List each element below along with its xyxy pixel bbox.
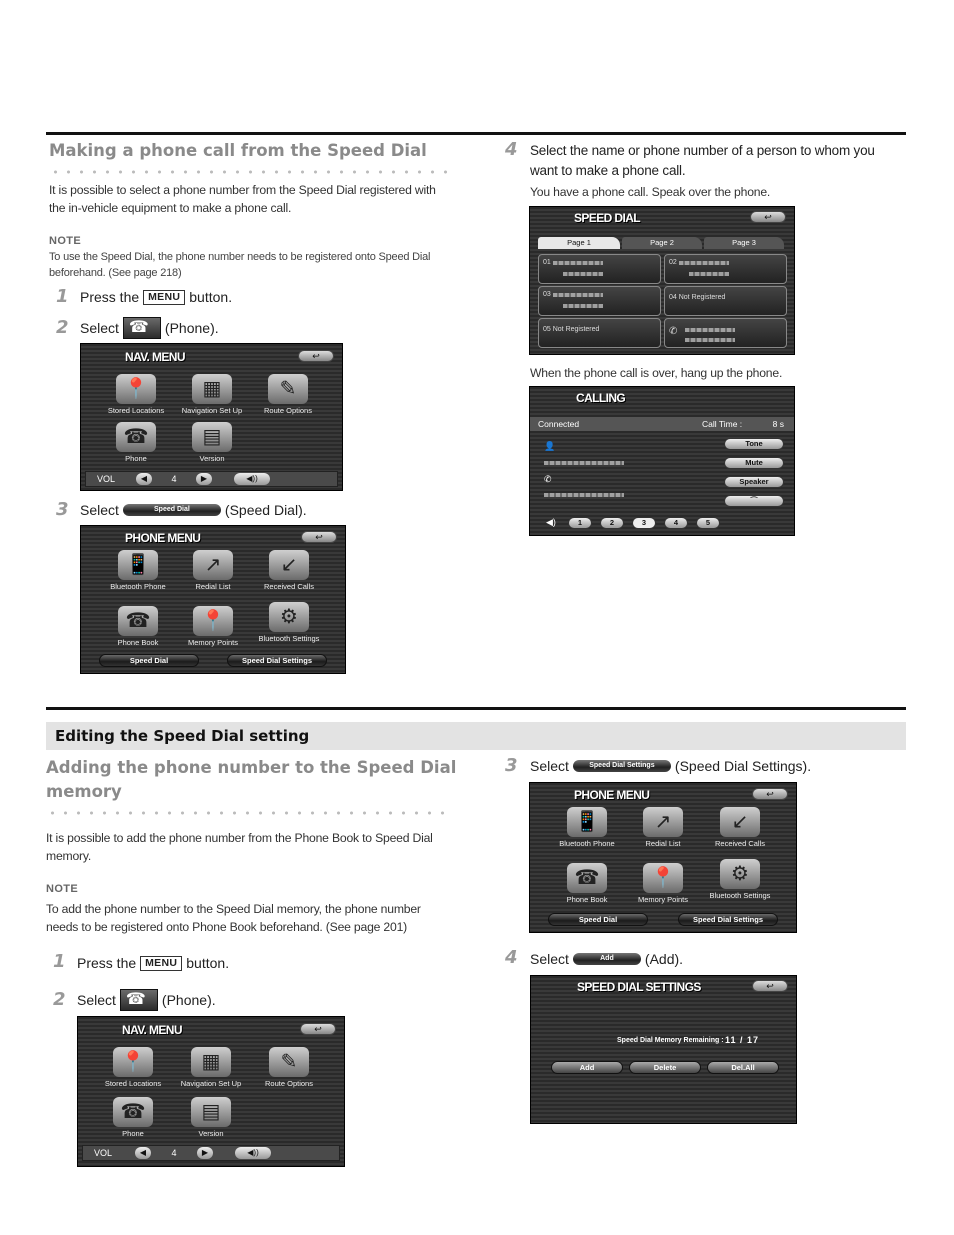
screen-title: CALLING <box>576 391 626 405</box>
menu-label: Version <box>198 1129 224 1138</box>
pin-icon: 📍 <box>113 1047 153 1077</box>
back-button[interactable]: ↩ <box>298 350 334 362</box>
section-heading: Making a phone call from the Speed Dial <box>49 141 427 160</box>
vol-up-button[interactable]: ▶ <box>196 473 212 485</box>
step-text: (Speed Dial Settings). <box>674 758 812 774</box>
speed-dial-button[interactable]: Speed Dial <box>99 654 199 667</box>
menu-phone[interactable] <box>101 422 171 463</box>
settings-icon: ⚙ <box>720 859 760 889</box>
speed-dial-pill: Speed Dial <box>123 504 221 516</box>
intro-text: It is possible to select a phone number from the Speed Dial registered with the in-vehicle equipment to make a phone call. <box>49 183 436 215</box>
bluetooth-phone-icon: 📱 <box>567 807 607 837</box>
person-icon: 👤 <box>544 441 556 451</box>
nav-menu-screen <box>80 343 343 491</box>
phone-icon: ✆ <box>669 326 678 337</box>
menu-label: Memory Points <box>187 638 238 647</box>
delete-all-button[interactable]: Del.All <box>707 1061 779 1074</box>
step-1 <box>77 955 229 971</box>
menu-label: Bluetooth Settings <box>258 634 320 643</box>
menu-label: Redial List <box>645 839 681 848</box>
tab-page-2[interactable]: Page 2 <box>622 237 702 249</box>
screen-title: SPEED DIAL SETTINGS <box>577 980 701 994</box>
note-text: To use the Speed Dial, the phone number needs to be registered onto Speed Dial beforehand. (See page 218) <box>49 251 431 279</box>
step-text: Press the <box>80 289 140 305</box>
speed-dial-entry[interactable] <box>538 318 661 348</box>
page-button[interactable]: 2 <box>600 517 624 529</box>
speed-dial-entry[interactable] <box>664 318 787 348</box>
received-icon: ↙ <box>720 807 760 837</box>
page-button[interactable]: 3 <box>632 517 656 529</box>
section-bar <box>46 722 906 750</box>
screen-title: NAV. MENU <box>125 350 185 364</box>
step-text: button. <box>189 289 233 305</box>
section-rule-top <box>46 132 906 135</box>
menu-stored-locations[interactable] <box>98 1047 168 1088</box>
phone-book-icon: ☎ <box>567 863 607 893</box>
page-button[interactable]: 4 <box>664 517 688 529</box>
speaker-button[interactable]: ◀)) <box>234 473 270 485</box>
page-button[interactable]: 5 <box>696 517 720 529</box>
step-number: 1 <box>53 951 66 972</box>
speed-dial-settings-screen <box>530 975 797 1124</box>
dotted-divider <box>49 170 447 174</box>
menu-label: Phone Book <box>117 638 159 647</box>
call-time-label: Call Time : <box>702 419 743 429</box>
map-icon: ▦ <box>192 374 232 404</box>
phone-icon: ☎ <box>116 422 156 452</box>
back-button[interactable]: ↩ <box>301 531 337 543</box>
status-text: Connected <box>538 419 580 429</box>
step-text: Press the <box>77 955 137 971</box>
menu-memory-points[interactable] <box>178 606 248 647</box>
phone-icon <box>120 989 158 1011</box>
menu-bluetooth-settings[interactable] <box>705 859 775 900</box>
menu-label: Bluetooth Settings <box>709 891 771 900</box>
menu-label: Received Calls <box>714 839 766 848</box>
step-number: 3 <box>56 499 69 520</box>
status-bar <box>530 417 794 431</box>
menu-label: Stored Locations <box>104 1079 162 1088</box>
received-icon: ↙ <box>269 550 309 580</box>
add-pill: Add <box>573 953 641 965</box>
dotted-divider <box>46 811 446 815</box>
back-button[interactable]: ↩ <box>750 211 786 223</box>
menu-phone[interactable] <box>98 1097 168 1138</box>
speed-dial-button[interactable]: Speed Dial <box>548 913 648 926</box>
menu-stored-locations[interactable] <box>101 374 171 415</box>
step-text: Select <box>77 992 116 1008</box>
menu-label: Phone <box>122 1129 144 1138</box>
menu-label: Route Options <box>264 406 312 415</box>
section-heading: Adding the phone number to the Speed Dial <box>46 758 457 777</box>
vol-label: VOL <box>96 474 115 484</box>
step-text: (Speed Dial). <box>224 502 307 518</box>
sub-text: You have a phone call. Speak over the phone. <box>530 185 771 199</box>
screen-title: NAV. MENU <box>122 1023 182 1037</box>
menu-label: Phone <box>125 454 147 463</box>
menu-label: Bluetooth Phone <box>110 582 166 591</box>
intro-text: It is possible to add the phone number from the Phone Book to Speed Dial memory. <box>46 831 433 863</box>
note-label: NOTE <box>49 235 82 247</box>
speed-dial-settings-button[interactable]: Speed Dial Settings <box>678 913 778 926</box>
redial-icon: ↗ <box>643 807 683 837</box>
section-rule-top <box>46 707 906 710</box>
phone-book-icon: ☎ <box>118 606 158 636</box>
hang-up-button[interactable]: ⌒ <box>724 495 784 507</box>
tab-page-3[interactable]: Page 3 <box>704 237 784 249</box>
vol-value: 4 <box>171 474 177 484</box>
step-2 <box>80 317 219 339</box>
volume-bar <box>85 471 338 487</box>
menu-key: MENU <box>140 956 182 971</box>
tone-button[interactable]: Tone <box>724 438 784 450</box>
menu-label: Navigation Set Up <box>180 1079 242 1088</box>
mute-button[interactable]: Mute <box>724 457 784 469</box>
step-text: (Phone). <box>161 992 216 1008</box>
step-number: 1 <box>56 286 69 307</box>
speaker-button[interactable]: Speaker <box>724 476 784 488</box>
speed-dial-entry[interactable] <box>664 286 787 316</box>
delete-button[interactable]: Delete <box>629 1061 701 1074</box>
menu-phone-book[interactable] <box>103 606 173 647</box>
menu-label: Navigation Set Up <box>181 406 243 415</box>
pen-icon: ✎ <box>268 374 308 404</box>
menu-bluetooth-phone[interactable] <box>552 807 622 848</box>
menu-bluetooth-settings[interactable] <box>254 602 324 643</box>
section-heading: memory <box>46 782 122 801</box>
step-number: 4 <box>505 947 518 968</box>
step-1 <box>80 289 232 305</box>
tab-page-1[interactable]: Page 1 <box>538 237 620 249</box>
volume-bar <box>82 1145 340 1161</box>
pen-icon: ✎ <box>269 1047 309 1077</box>
book-icon: ▤ <box>192 422 232 452</box>
speed-dial-settings-pill: Speed Dial Settings <box>573 760 671 772</box>
entry-label: 02 <box>669 259 677 266</box>
menu-navigation-setup[interactable] <box>177 374 247 415</box>
step-number: 3 <box>505 755 518 776</box>
menu-label: Stored Locations <box>107 406 165 415</box>
phone-icon <box>123 317 161 339</box>
section-bar-title: Editing the Speed Dial setting <box>55 727 310 745</box>
call-time-value: 8 s <box>772 419 784 429</box>
step-4-text: Select the name or phone number of a person to whom you want to make a phone call. <box>530 143 875 178</box>
memory-remaining-value: 11 / 17 <box>725 1035 760 1045</box>
step-3 <box>530 758 811 774</box>
menu-label: Bluetooth Phone <box>559 839 615 848</box>
calling-screen <box>529 386 795 536</box>
step-text: (Phone). <box>164 320 219 336</box>
bluetooth-phone-icon: 📱 <box>118 550 158 580</box>
pin-icon: 📍 <box>193 606 233 636</box>
speed-dial-entry[interactable] <box>538 286 661 316</box>
speed-dial-entry[interactable] <box>538 254 661 284</box>
vol-down-button[interactable]: ◀ <box>135 1147 151 1159</box>
menu-received-calls[interactable] <box>705 807 775 848</box>
entry-label: 05 Not Registered <box>543 326 600 333</box>
speed-dial-screen <box>529 206 795 355</box>
vol-label: VOL <box>93 1148 112 1158</box>
screen-title: PHONE MENU <box>574 788 650 802</box>
entry-label: 04 Not Registered <box>669 294 726 301</box>
pin-icon: 📍 <box>116 374 156 404</box>
vol-up-button[interactable]: ▶ <box>197 1147 213 1159</box>
menu-label: Version <box>199 454 225 463</box>
menu-received-calls[interactable] <box>254 550 324 591</box>
step-4 <box>530 951 683 967</box>
phone-icon: ☎ <box>113 1097 153 1127</box>
menu-label: Received Calls <box>263 582 315 591</box>
redial-icon: ↗ <box>193 550 233 580</box>
step-text: Select <box>530 758 569 774</box>
sub-text: When the phone call is over, hang up the phone. <box>530 366 783 380</box>
settings-icon: ⚙ <box>269 602 309 632</box>
step-text: Select <box>80 320 119 336</box>
menu-label: Memory Points <box>637 895 688 904</box>
speaker-button[interactable]: ◀)) <box>235 1147 271 1159</box>
back-button[interactable]: ↩ <box>752 788 788 800</box>
menu-version[interactable] <box>177 422 247 463</box>
menu-redial-list[interactable] <box>628 807 698 848</box>
menu-phone-book[interactable] <box>552 863 622 904</box>
book-icon: ▤ <box>191 1097 231 1127</box>
step-number: 2 <box>56 317 69 338</box>
screen-title: SPEED DIAL <box>574 211 641 225</box>
menu-navigation-setup[interactable] <box>176 1047 246 1088</box>
volume-icon: ◀) <box>546 517 556 527</box>
menu-route-options[interactable] <box>253 374 323 415</box>
vol-down-button[interactable]: ◀ <box>136 473 152 485</box>
step-2 <box>77 989 216 1011</box>
pin-icon: 📍 <box>643 863 683 893</box>
menu-memory-points[interactable] <box>628 863 698 904</box>
phone-icon: ✆ <box>544 474 552 484</box>
page-button[interactable]: 1 <box>568 517 592 529</box>
memory-remaining-label: Speed Dial Memory Remaining : <box>617 1037 724 1044</box>
menu-label: Phone Book <box>566 895 608 904</box>
phone-menu-screen <box>80 525 346 674</box>
entry-label: 03 <box>543 291 551 298</box>
note-text: To add the phone number to the Speed Dial memory, the phone number needs to be registered onto Phone Book beforehand. (See page 201) <box>46 902 421 934</box>
map-icon: ▦ <box>191 1047 231 1077</box>
step-text: Select <box>80 502 119 518</box>
step-text: button. <box>186 955 230 971</box>
menu-redial-list[interactable] <box>178 550 248 591</box>
step-3 <box>80 502 307 518</box>
speed-dial-settings-button[interactable]: Speed Dial Settings <box>227 654 327 667</box>
menu-label: Route Options <box>265 1079 313 1088</box>
step-number: 2 <box>53 989 66 1010</box>
nav-menu-screen <box>77 1016 345 1167</box>
speed-dial-entry[interactable] <box>664 254 787 284</box>
step-number: 4 <box>505 139 518 160</box>
menu-version[interactable] <box>176 1097 246 1138</box>
menu-bluetooth-phone[interactable] <box>103 550 173 591</box>
back-button[interactable]: ↩ <box>752 980 788 992</box>
note-label: NOTE <box>46 883 79 895</box>
add-button[interactable]: Add <box>551 1061 623 1074</box>
menu-key: MENU <box>143 290 185 305</box>
vol-value: 4 <box>171 1148 177 1158</box>
back-button[interactable]: ↩ <box>300 1023 336 1035</box>
menu-route-options[interactable] <box>254 1047 324 1088</box>
entry-label: 01 <box>543 259 551 266</box>
step-text: Select <box>530 951 569 967</box>
step-text: (Add). <box>644 951 684 967</box>
phone-menu-screen <box>529 782 797 933</box>
menu-label: Redial List <box>195 582 231 591</box>
screen-title: PHONE MENU <box>125 531 201 545</box>
